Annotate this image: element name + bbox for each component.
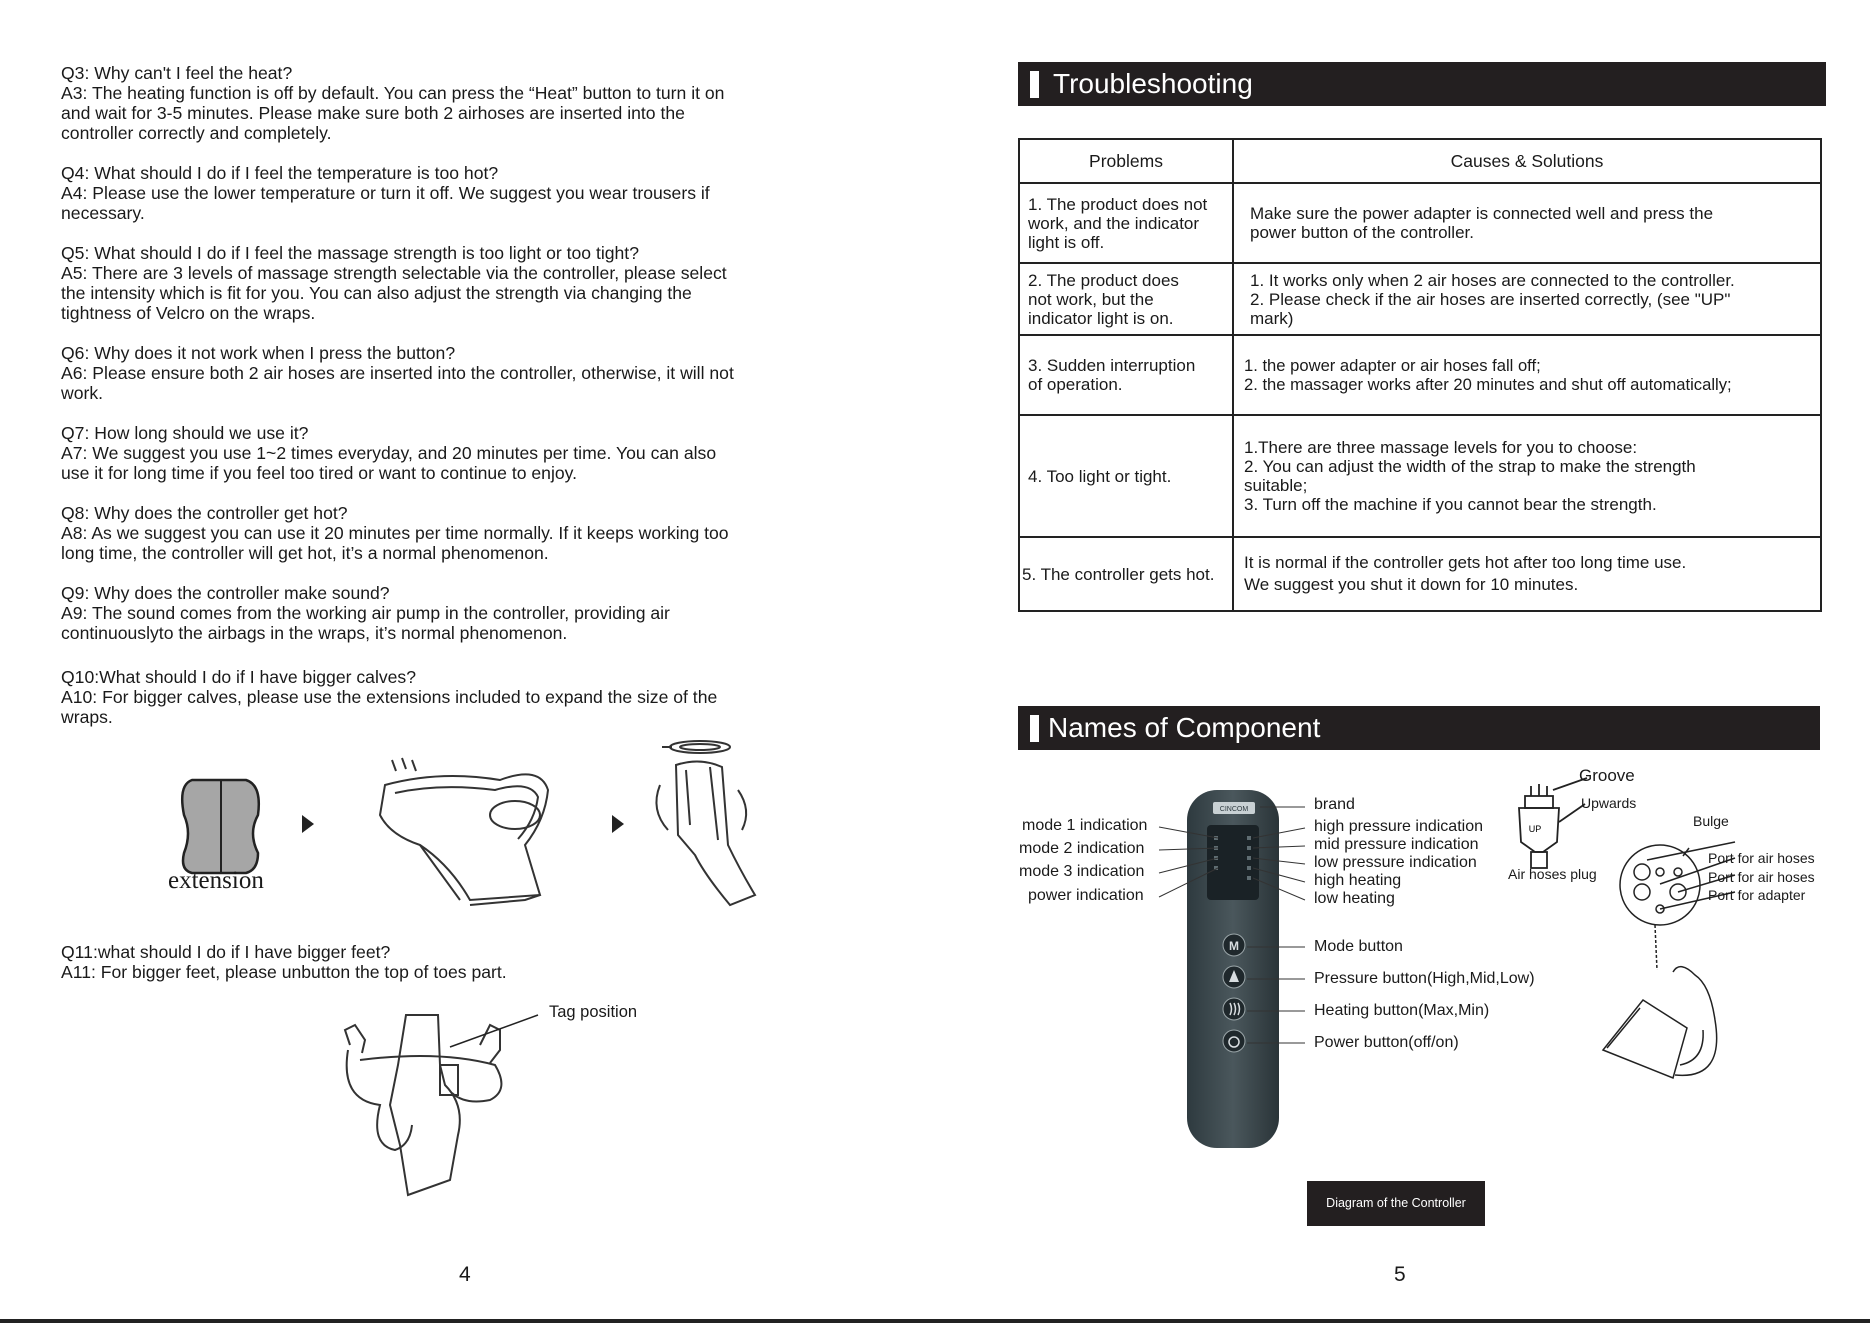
label-mode-1-indication: mode 1 indication (1022, 817, 1148, 834)
table-row (1019, 415, 1821, 537)
label-low-pressure-indication: low pressure indication (1314, 854, 1477, 871)
arrow-icon (612, 815, 624, 833)
header-bar-marker (1030, 71, 1039, 98)
label-high-heating: high heating (1314, 872, 1402, 889)
right-page (935, 0, 1870, 1323)
header-bar-marker (1030, 715, 1039, 742)
tag-position-label: Tag position (549, 1003, 638, 1021)
faq-q5 (61, 243, 841, 323)
answer: A7: We suggest you use 1~2 times everyday, and 20 minutes per time. You can also use it for long time if you feel too tired or want to continue to enjoy. (61, 443, 717, 483)
label-port-adapter: Port for adapter (1708, 887, 1806, 903)
section-title: Names of Component (1048, 712, 1321, 743)
section-title: Troubleshooting (1053, 68, 1253, 99)
names-of-component-header (1018, 706, 1820, 750)
foot-wrap-illustration (340, 1005, 640, 1205)
bottom-border (0, 1319, 1870, 1323)
power-adapter-illustration (1603, 967, 1717, 1078)
power-button-icon (1223, 1030, 1245, 1052)
question: Q8: Why does the controller get hot? (61, 503, 348, 523)
question: Q4: What should I do if I feel the temperature is too hot? (61, 163, 499, 183)
question: Q3: Why can't I feel the heat? (61, 63, 293, 83)
column-header-solutions: Causes & Solutions (1233, 139, 1821, 183)
extension-illustration (0, 735, 935, 935)
faq-q3 (61, 63, 841, 143)
label-mode-3-indication: mode 3 indication (1019, 863, 1145, 880)
question: Q6: Why does it not work when I press the button? (61, 343, 456, 363)
label-groove: Groove (1579, 766, 1635, 785)
label-mode-2-indication: mode 2 indication (1019, 840, 1145, 857)
solution-cell: 1. the power adapter or air hoses fall off; 2. the massager works after 20 minutes and shut off automatically; (1244, 356, 1732, 394)
diagram-caption: Diagram of the Controller (1307, 1181, 1485, 1226)
wrap-rotate-illustration (656, 741, 755, 905)
solution-cell: Make sure the power adapter is connected well and press the power button of the controller. (1250, 204, 1714, 242)
faq-q6 (61, 343, 841, 403)
question: Q9: Why does the controller make sound? (61, 583, 390, 603)
faq-q10 (61, 667, 841, 727)
label-mode-button: Mode button (1314, 938, 1403, 955)
page-number: 4 (459, 1263, 471, 1286)
answer: A8: As we suggest you can use it 20 minutes per time normally. If it keeps working too long time, the controller will get hot, it’s a normal phenomenon. (61, 523, 729, 563)
faq-q7 (61, 423, 841, 483)
air-hoses-plug-illustration (1519, 778, 1587, 868)
column-header-problems: Problems (1019, 139, 1233, 183)
solution-cell: 1. It works only when 2 air hoses are connected to the controller. 2. Please check if the air hoses are inserted correctly, (see "UP" mark) (1250, 270, 1735, 328)
label-low-heating: low heating (1314, 890, 1395, 907)
answer: A5: There are 3 levels of massage strength selectable via the controller, please select the intensity which is fit for you. You can also adjust the strength via changing the tightness of Velcro on the wraps. (61, 263, 727, 323)
label-heating-button: Heating button(Max,Min) (1314, 1002, 1490, 1019)
table-row (1019, 183, 1821, 263)
faq-q9 (61, 583, 841, 643)
heating-button-icon (1223, 998, 1245, 1020)
label-bulge: Bulge (1693, 813, 1729, 829)
label-port-air-hoses-1: Port for air hoses (1708, 850, 1815, 866)
answer: A3: The heating function is off by default. You can press the “Heat” button to turn it on and wait for 3-5 minutes. Please make sure both 2 airhoses are inserted into the controller correctly and completely. (61, 83, 725, 143)
label-port-air-hoses-2: Port for air hoses (1708, 869, 1815, 885)
up-mark: UP (1528, 824, 1542, 834)
problem-cell: 4. Too light or tight. (1028, 466, 1172, 486)
page-number: 5 (1394, 1263, 1406, 1286)
problem-cell: 2. The product does not work, but the indicator light is on. (1028, 270, 1179, 328)
mode-button-glyph: M (1229, 939, 1239, 953)
answer: A11: For bigger feet, please unbutton the top of toes part. (61, 962, 507, 982)
table-row (1019, 263, 1821, 335)
question: Q7: How long should we use it? (61, 423, 309, 443)
table-row (1019, 537, 1821, 611)
faq-q4 (61, 163, 841, 223)
solution-cell: It is normal if the controller gets hot after too long time use. We suggest you shut it down for 10 minutes. (1244, 553, 1687, 594)
problem-cell: 1. The product does not work, and the indicator light is off. (1028, 194, 1208, 252)
label-high-pressure-indication: high pressure indication (1314, 818, 1483, 835)
problem-cell: 3. Sudden interruption of operation. (1028, 356, 1196, 394)
label-brand: brand (1314, 796, 1355, 813)
answer: A4: Please use the lower temperature or turn it off. We suggest you wear trousers if necessary. (61, 183, 710, 223)
label-upwards: Upwards (1581, 795, 1637, 811)
answer: A9: The sound comes from the working air pump in the controller, providing air continuouslyto the airbags in the wraps, it’s normal phenomenon. (61, 603, 670, 643)
table-row (1019, 335, 1821, 415)
solution-cell: 1.There are three massage levels for you to choose: 2. You can adjust the width of the strap to make the strength suitable; 3. Turn off the machine if you cannot bear the strength. (1244, 438, 1696, 514)
label-air-hoses-plug: Air hoses plug (1508, 866, 1597, 882)
table-header-row (1019, 139, 1821, 183)
extension-label: extension (168, 867, 264, 894)
label-power-button: Power button(off/on) (1314, 1034, 1459, 1051)
problem-cell: 5. The controller gets hot. (1022, 564, 1215, 584)
faq-q8 (61, 503, 841, 563)
troubleshooting-table (1018, 138, 1822, 612)
answer: A6: Please ensure both 2 air hoses are inserted into the controller, otherwise, it will not work. (61, 363, 734, 403)
label-mid-pressure-indication: mid pressure indication (1314, 836, 1479, 853)
answer: A10: For bigger calves, please use the extensions included to expand the size of the wraps. (61, 687, 718, 727)
label-power-indication: power indication (1028, 887, 1144, 904)
question: Q10:What should I do if I have bigger calves? (61, 667, 417, 687)
faq-q11 (61, 942, 841, 982)
brand-logo: CINCOM (1219, 806, 1249, 813)
label-pressure-button: Pressure button(High,Mid,Low) (1314, 970, 1535, 987)
question: Q5: What should I do if I feel the massage strength is too light or too tight? (61, 243, 639, 263)
wrap-with-extension-illustration (380, 758, 548, 905)
troubleshooting-header (1018, 62, 1826, 106)
arrow-icon (302, 815, 314, 833)
question: Q11:what should I do if I have bigger feet? (61, 942, 391, 962)
